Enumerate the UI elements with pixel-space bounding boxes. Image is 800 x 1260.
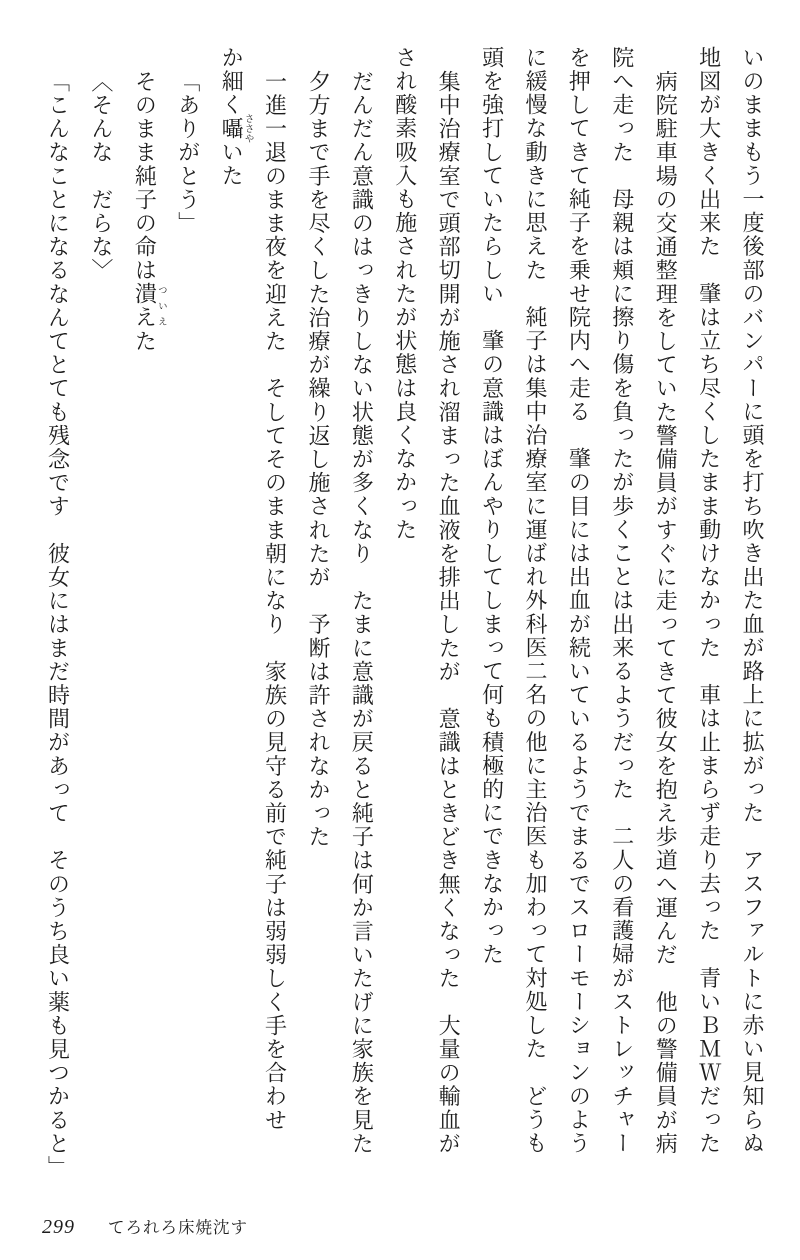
ruby-annotated-word: 囁ささや xyxy=(219,113,253,144)
furigana: ささや xyxy=(242,113,253,144)
text-line: か細く囁ささやいた xyxy=(219,46,253,188)
page-footer xyxy=(42,1214,248,1239)
text-line: され酸素吸入も施されたが状態は良くなかった xyxy=(392,46,418,542)
furigana: ついえ xyxy=(155,282,166,330)
text-line: 「こんなことになるなんてとても残念です 彼女にはまだ時間があって そのうち良い薬も見つかると」 xyxy=(45,69,71,1179)
text-line: いのままもう一度後部のバンパーに頭を打ち吹き出た血が路上に拡がった アスファルトに赤い見知らぬ xyxy=(740,46,765,1156)
text-line: 院へ走った 母親は頬に擦り傷を負ったが歩くことは出来るようだった 二人の看護婦がストレッチャー xyxy=(609,46,635,1156)
vertical-text-area xyxy=(36,46,774,1179)
text-line: 地図が大きく出来た 肇は立ち尽くしたまま動けなかった 車は止まらず走り去った 青いＢＭＷだった xyxy=(696,46,722,1156)
ruby-annotated-word: 潰えついえ xyxy=(132,282,166,330)
text-line: 夕方まで手を尽くした治療が繰り返し施されたが 予断は許されなかった xyxy=(305,69,331,849)
text-line: だんだん意識のはっきりしない状態が多くなり たまに意識が戻ると純子は何か言いたげに家族を見た xyxy=(349,69,375,1156)
running-title: てろれろ床焼沈す xyxy=(108,1218,248,1237)
text-line: 「ありがとう」 xyxy=(175,69,201,235)
text-line: を押してきて純子を乗せ院内へ走る 肇の目には出血が続いているようでまるでスローモーションのよう xyxy=(566,46,592,1156)
page-number: 299 xyxy=(42,1216,75,1238)
text-line: 一進一退のまま夜を迎えた そしてそのまま朝になり 家族の見守る前で純子は弱弱しく手を合わせ xyxy=(262,69,288,1132)
text-line: 頭を強打していたらしい 肇の意識はぼんやりしてしまって何も積極的にできなかった xyxy=(479,46,505,967)
text-line: そのまま純子の命は潰えついえた xyxy=(132,69,166,353)
text-line: 集中治療室で頭部切開が施され溜まった血液を排出したが 意識はときどき無くなった 大量の輸血が xyxy=(436,69,462,1156)
text-line: 病院駐車場の交通整理をしていた警備員がすぐに走ってきて彼女を抱え歩道へ運んだ 他の警備員が病 xyxy=(653,69,679,1156)
text-line: に緩慢な動きに思えた 純子は集中治療室に運ばれ外科医二名の他に主治医も加わって対処した どうも xyxy=(522,46,548,1156)
text-line: 〈そんな だらな〉 xyxy=(88,69,114,282)
